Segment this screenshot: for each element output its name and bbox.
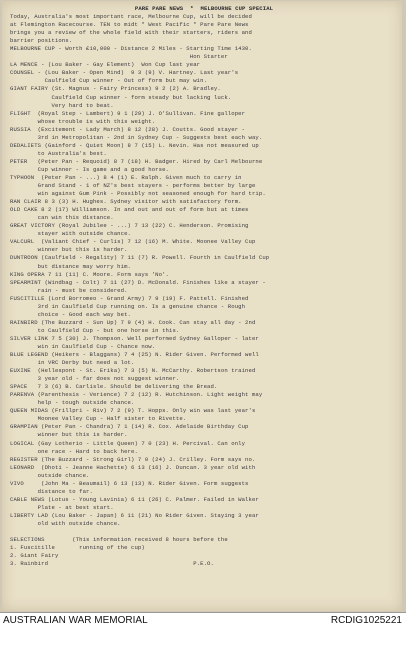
document-line: stayer with outside chance.	[10, 230, 131, 238]
document-line: help - tough outside chance.	[10, 399, 135, 407]
document-line: LIBERTY LAD (Lou Baker - Japan) 6 11 (21) No Rider Given. Staying 3 year	[10, 511, 259, 519]
document-line: 3rd in Caulfield Cup running on. Is a genuine chance - Rough	[10, 302, 246, 310]
document-line: Caulfield Cup winner - form steady but lacking luck.	[10, 93, 232, 101]
footer-divider	[0, 612, 406, 613]
document-line	[10, 528, 398, 536]
document-body	[10, 5, 398, 568]
document-line: at Flemington Racecourse. TEN to midt * West Pacific * Pare Pare News	[10, 21, 249, 29]
document-line: BLUE LEGEND (Heikers - Blaggans) 7 4 (25) N. Rider Given. Performed well	[10, 351, 259, 359]
document-line: to Australia's best.	[10, 149, 107, 157]
document-line: distance to far.	[10, 487, 93, 495]
document-line: to Caulfield Cup - but one horse in this.	[10, 326, 180, 334]
document-line: Very hard to beat.	[10, 101, 114, 109]
archive-footer	[0, 612, 406, 654]
document-line: MELBOURNE CUP - Worth £10,000 - Distance 2 Miles - Starting Time 1430.	[10, 45, 252, 53]
document-line: LOGICAL (Gay Lotherio - Little Queen) 7 0 (23) H. Percival. Can only	[10, 439, 246, 447]
document-line: in VRC Derby but need a lot.	[10, 359, 135, 367]
document-line: PETER (Peter Pan - Requoid) 8 7 (18) H. Badger. Hired by Carl Melbourne	[10, 157, 263, 165]
document-line: SILVER LINK 7 5 (30) J. Thompson. Well performed Sydney Galloper - later	[10, 334, 259, 342]
document-line: whose trouble is with this weight.	[10, 117, 156, 125]
document-line: 1. Fuscitille running of the cup)	[10, 544, 145, 552]
document-line: GREAT VICTORY (Royal Jubilee - ...) 7 13 (22) C. Henderson. Promising	[10, 222, 249, 230]
document-line: Grand Stand - 1 of NZ's best stayers - performs better by large	[10, 182, 256, 190]
document-line: KING OPERA 7 11 (11) C. Moore. Form says 'No'.	[10, 270, 170, 278]
document-line: choice - Good each way bet.	[10, 310, 131, 318]
document-line: barrier positions.	[10, 37, 73, 45]
document-line: VALCURL (Valiant Chief - Curlis) 7 12 (16) M. White. Moonee Valley Cup	[10, 238, 256, 246]
source-label: AUSTRALIAN WAR MEMORIAL	[3, 615, 148, 626]
document-line: REGISTER (The Buzzard - Strong Girl) 7 0 (24) J. Crilley. Form says no.	[10, 455, 256, 463]
typewritten-page	[2, 1, 402, 611]
document-line: RUSSIA (Excitement - Lady March) 8 12 (28) J. Coutts. Good stayer -	[10, 125, 246, 133]
document-line: rain - must be considered.	[10, 286, 128, 294]
document-line: COUNSEL - (Lou Baker - Open Mind) 9 3 (9) V. Hartney. Last year's	[10, 69, 239, 77]
document-line: RAN CLAIR 8 3 (3) H. Hughes. Sydney visitor with satisfactory form.	[10, 198, 242, 206]
document-line: but distance may worry him.	[10, 262, 131, 270]
document-title: PARE PARE NEWS * MELBOURNE CUP SPECIAL	[134, 5, 274, 12]
document-line: win in Caulfield Cup - Chance now.	[10, 342, 156, 350]
document-line: Plate - at best start.	[10, 503, 114, 511]
document-line: QUEEN MIDAS (Frillpri - Riv) 7 2 (9) T. Hopps. Only win was last year's	[10, 407, 256, 415]
document-line: one race - Hard to back here.	[10, 447, 138, 455]
document-line: outside chance.	[10, 471, 90, 479]
document-line: 3 year old - far does not suggest winner.	[10, 375, 180, 383]
document-line: GIANT FAIRY (St. Magnus - Fairy Princess) 9 2 (2) A. Bradley.	[10, 85, 221, 93]
document-line: VIVO (John Ma - Beaumail) 6 13 (13) N. Rider Given. Form suggests	[10, 479, 249, 487]
document-line: 3. Rainbird P.E.O.	[10, 560, 214, 568]
document-line: DEDALIETS (Gainford - Quiet Moon) 8 7 (15) L. Nevin. Has not measured up	[10, 141, 259, 149]
document-line: Hon Starter	[10, 53, 228, 61]
document-line: DUNTROON (Caulfield - Regality) 7 11 (7) R. Powell. Fourth in Caulfield Cup	[10, 254, 270, 262]
document-line: Cup winner - Is game and a good horse.	[10, 165, 170, 173]
document-line: PARENVA (Parenthesis - Verience) 7 2 (12) R. Hutchinson. Light weight may	[10, 391, 263, 399]
document-line: 3rd in Metropolitan - 2nd in Sydney Cup - Suggests best each way.	[10, 133, 263, 141]
document-line: winner but this is harder.	[10, 431, 128, 439]
document-line: 2. Giant Fairy	[10, 552, 59, 560]
document-line: win against Gum Pink - Possibly not seasoned enough for hard trip.	[10, 190, 266, 198]
document-line: GRAMPIAN (Peter Pan - Chandra) 7 1 (14) R. Cox. Adelaide Birthday Cup	[10, 423, 249, 431]
document-line: Moonee Valley Cup - Half sister to Rivette.	[10, 415, 187, 423]
document-line: RAINBIRD (The Buzzard - Sun Up) 7 9 (4) H. Cook. Can stay all day - 2nd	[10, 318, 256, 326]
document-line: LA MENCE - (Lou Baker - Gay Element) Won Cup last year	[10, 61, 201, 69]
document-line: OLD CAKE 8 2 (17) Williamson. In and out and out of form but at times	[10, 206, 249, 214]
document-line: Today, Australia's most important race, Melbourne Cup, will be decided	[10, 13, 252, 21]
document-line: SELECTIONS (This information received 8 hours before the	[10, 536, 228, 544]
document-line: brings you a review of the whole field with their starters, riders and	[10, 29, 252, 37]
document-line: winner but this is harder.	[10, 246, 128, 254]
document-line: LEONARD (Dhoti - Jeanne Hachette) 6 13 (16) J. Duncan. 3 year old with	[10, 463, 256, 471]
document-line: FUSCITILLE (Lord Borromeo - Grand Army) 7 9 (19) F. Pattell. Finished	[10, 294, 249, 302]
document-line: SPEARMINT (Windbag - Colt) 7 11 (27) D. McDonald. Finishes like a stayer -	[10, 278, 266, 286]
document-line: can win this distance.	[10, 214, 114, 222]
document-line: CABLE NEWS (Lotus - Young Lavinia) 6 11 (26) C. Palmer. Failed in Walker	[10, 495, 259, 503]
document-line: Caulfield Cup winner - Out of form but may win.	[10, 77, 208, 85]
document-line: SPACE 7 3 (6) B. Carlisle. Should be delivering the Bread.	[10, 383, 218, 391]
document-line: FLIGHT (Royal Step - Lambert) 9 1 (29) J. O'Sullivan. Fine galloper	[10, 109, 246, 117]
document-line: TYPHOON (Peter Pan - ...) 8 4 (1) E. Ralph. Given much to carry in	[10, 173, 242, 181]
catalogue-id: RCDIG1025221	[330, 615, 402, 626]
document-line: old with outside chance.	[10, 520, 121, 527]
document-line: EUXINE (Hellespont - St. Erika) 7 3 (5) N. McCarthy. Robertson trained	[10, 367, 256, 375]
